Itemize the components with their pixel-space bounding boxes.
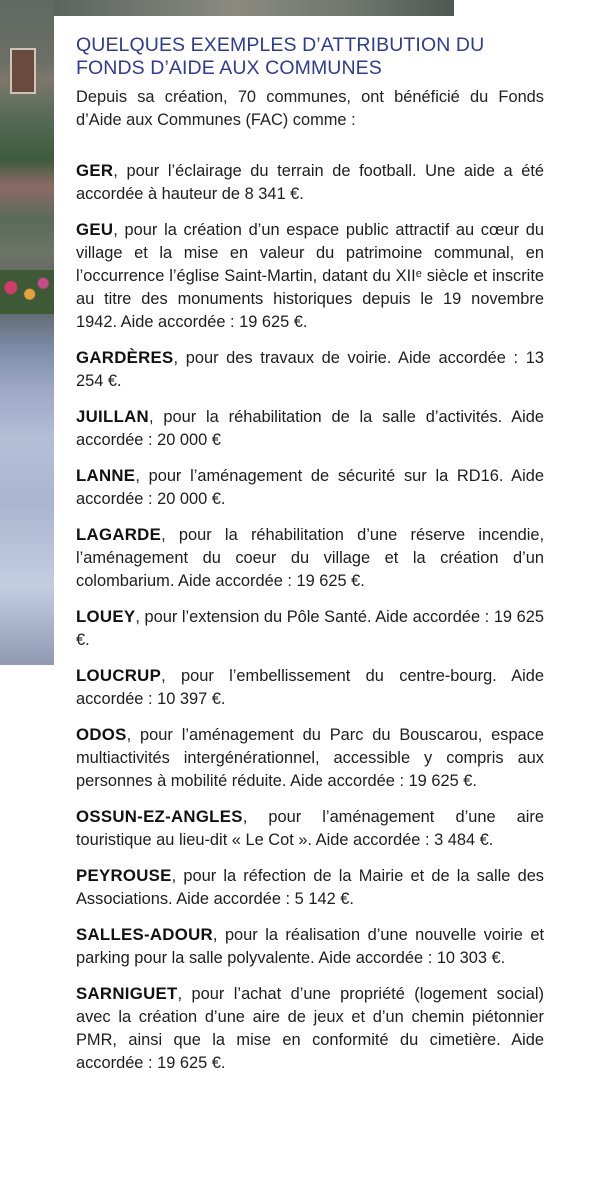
commune-description: , pour la réhabilitation de la salle d’activités. Aide accordée : 20 000 €	[76, 408, 544, 449]
commune-entry	[76, 523, 544, 593]
commune-description: , pour la réalisation d’une nouvelle voirie et parking pour la salle polyvalente. Aide accordée : 10 303 €.	[76, 926, 544, 967]
commune-description: , pour l’achat d’une propriété (logement social) avec la création d’une aire de jeux et d’un chemin piétonnier PMR, ainsi que la mise en conformité du cimetière. Aide accordée : 19 625 €.	[76, 985, 544, 1072]
commune-name: SALLES-ADOUR	[76, 925, 213, 944]
commune-name: LOUEY	[76, 607, 136, 626]
commune-name: GARDÈRES	[76, 348, 174, 367]
commune-name: JUILLAN	[76, 407, 149, 426]
commune-name: LOUCRUP	[76, 666, 162, 685]
commune-description: , pour la création d’un espace public attractif au cœur du village et la mise en valeur du patrimoine communal, en l’occurrence l’église Saint-Martin, datant du XIIᵉ siècle et inscrite au titre des monuments historiques depuis le 19 novembre 1942. Aide accordée : 19 625 €.	[76, 221, 544, 331]
commune-description: , pour l’éclairage du terrain de football. Une aide a été accordée à hauteur de 8 341 €.	[76, 162, 544, 203]
commune-description: , pour l’aménagement du Parc du Bouscarou, espace multiactivités intergénérationnel, accessible y compris aux personnes à mobilité réduite. Aide accordée : 19 625 €.	[76, 726, 544, 790]
commune-name: GER	[76, 161, 114, 180]
commune-entry	[76, 405, 544, 452]
commune-name: LAGARDE	[76, 525, 162, 544]
commune-name: OSSUN-EZ-ANGLES	[76, 807, 243, 826]
commune-name: SARNIGUET	[76, 984, 178, 1003]
commune-name: GEU	[76, 220, 114, 239]
commune-entry	[76, 159, 544, 206]
background-photo	[0, 0, 54, 665]
commune-description: , pour l’aménagement de sécurité sur la RD16. Aide accordée : 20 000 €.	[76, 467, 544, 508]
commune-name: PEYROUSE	[76, 866, 172, 885]
title-line: QUELQUES EXEMPLES D’ATTRIBUTION DU	[76, 34, 485, 56]
article	[76, 34, 544, 1087]
commune-name: LANNE	[76, 466, 136, 485]
commune-entry	[76, 664, 544, 711]
commune-description: , pour l’embellissement du centre-bourg. Aide accordée : 10 397 €.	[76, 667, 544, 708]
commune-entry	[76, 923, 544, 970]
background-photo-top	[54, 0, 454, 16]
title-line: FONDS D’AIDE AUX COMMUNES	[76, 57, 382, 79]
photo-window	[10, 48, 36, 94]
article-title	[76, 34, 544, 80]
commune-description: , pour la réfection de la Mairie et de la salle des Associations. Aide accordée : 5 142 €.	[76, 867, 544, 908]
commune-entry	[76, 723, 544, 793]
commune-entry	[76, 218, 544, 334]
commune-description: , pour la réhabilitation d’une réserve incendie, l’aménagement du coeur du village et la création d’un colombarium. Aide accordée : 19 625 €.	[76, 526, 544, 590]
commune-entry	[76, 982, 544, 1075]
intro-paragraph: Depuis sa création, 70 communes, ont bénéficié du Fonds d’Aide aux Communes (FAC) comme :	[76, 88, 544, 129]
commune-entry	[76, 605, 544, 652]
commune-name: ODOS	[76, 725, 127, 744]
commune-entry	[76, 805, 544, 852]
commune-entry	[76, 864, 544, 911]
photo-flowers	[0, 270, 54, 314]
commune-entry	[76, 346, 544, 393]
commune-description: , pour l’extension du Pôle Santé. Aide accordée : 19 625 €.	[76, 608, 544, 649]
commune-description: , pour des travaux de voirie. Aide accordée : 13 254 €.	[76, 349, 544, 390]
commune-description: , pour l’aménagement d’une aire touristique au lieu-dit « Le Cot ». Aide accordée : 3 484 €.	[76, 808, 544, 849]
commune-entry	[76, 464, 544, 511]
